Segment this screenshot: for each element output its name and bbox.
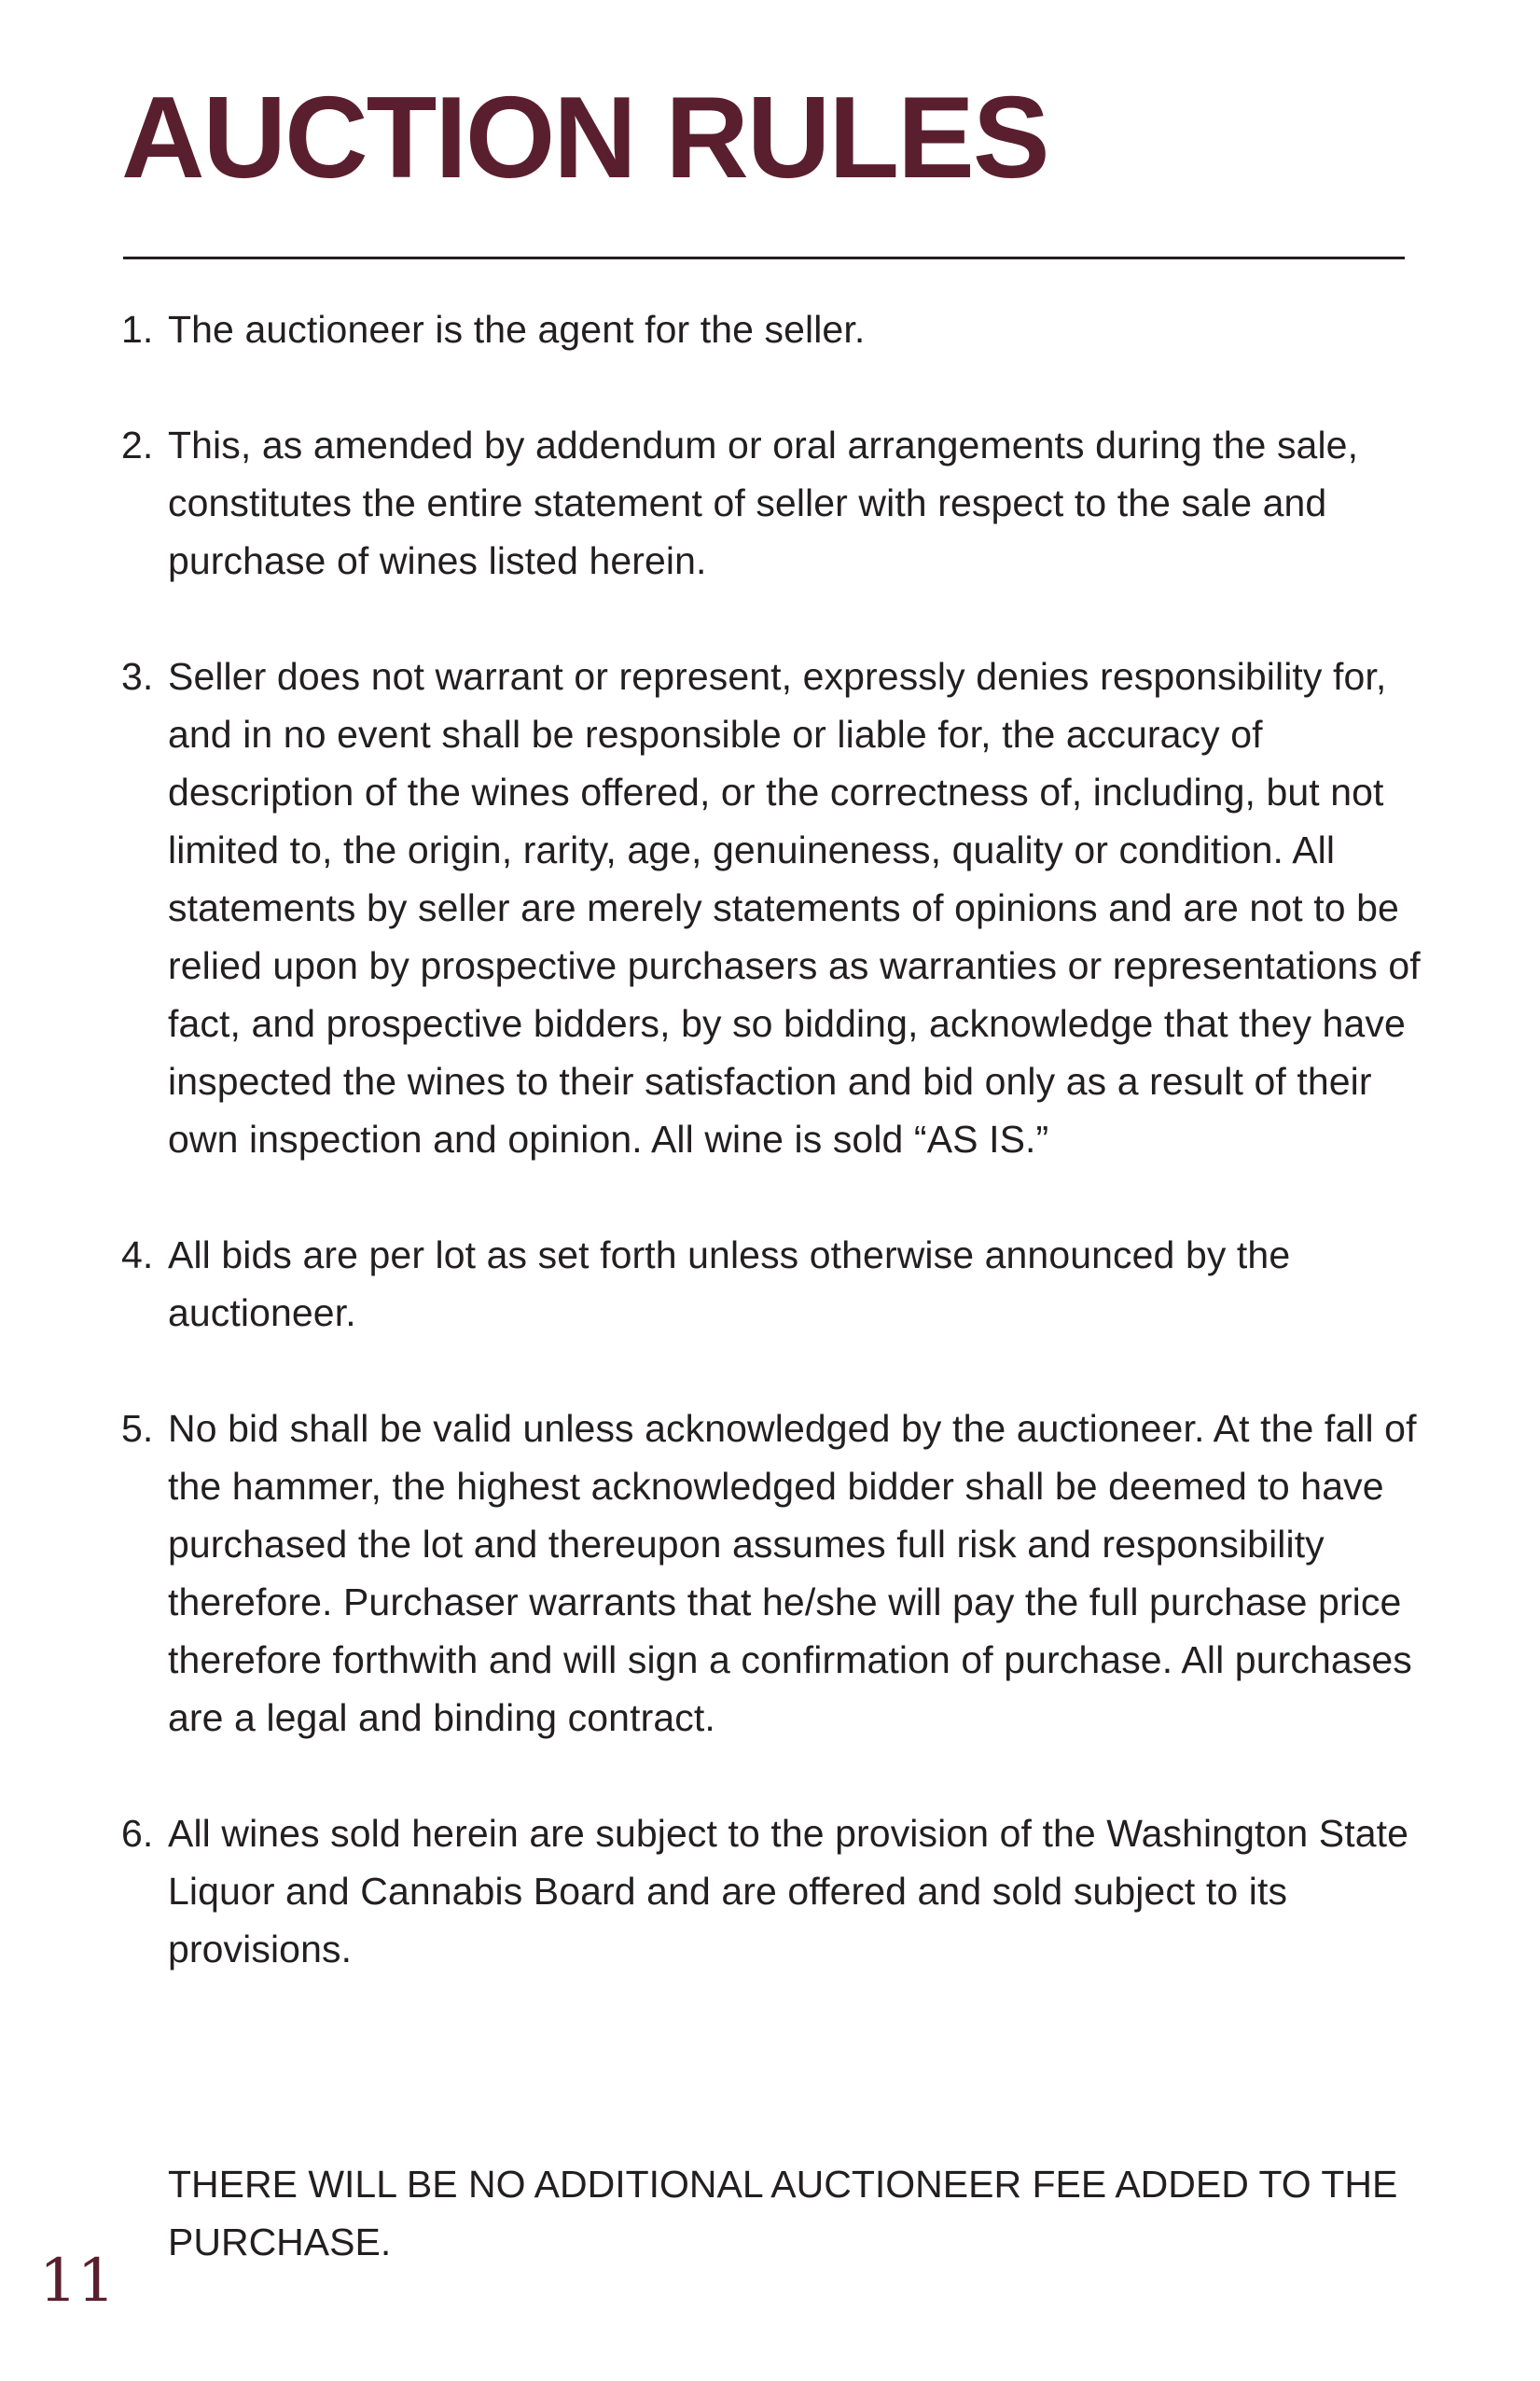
rule-text: The auctioneer is the agent for the seller. bbox=[168, 308, 866, 351]
rule-text: This, as amended by addendum or oral arrangements during the sale, constitutes the entire statement of seller with respect to the sale and purchase of wines listed herein. bbox=[168, 424, 1359, 582]
rule-text: All bids are per lot as set forth unless otherwise announced by the auctioneer. bbox=[168, 1233, 1291, 1334]
rule-item bbox=[121, 300, 1427, 358]
closing-note: THERE WILL BE NO ADDITIONAL AUCTIONEER FEE ADDED TO THE PURCHASE. bbox=[168, 2163, 1398, 2263]
rule-text: No bid shall be valid unless acknowledged by the auctioneer. At the fall of the hammer, the highest acknowledged bidder shall be deemed to have purchased the lot and thereupon assumes full risk and responsibility therefore. Purchaser warrants that he/she will pay the full purchase price therefore forthwith and will sign a confirmation of purchase. All purchases are a legal and binding contract. bbox=[168, 1407, 1417, 1739]
title-divider bbox=[123, 257, 1405, 259]
rule-number: 2. bbox=[121, 424, 154, 466]
rule-number: 6. bbox=[121, 1812, 154, 1855]
rule-number: 4. bbox=[121, 1233, 154, 1276]
rule-item bbox=[121, 1226, 1427, 1342]
rule-text: Seller does not warrant or represent, expressly denies responsibility for, and in no event shall be responsible or liable for, the accuracy of description of the wines offered, or the correctness of, including, but not limited to, the origin, rarity, age, genuineness, quality or condition. All statements by seller are merely statements of opinions and are not to be relied upon by prospective purchasers as warranties or representations of fact, and prospective bidders, by so bidding, acknowledge that they have inspected the wines to their satisfaction and bid only as a result of their own inspection and opinion. All wine is sold “AS IS.” bbox=[168, 655, 1421, 1161]
rule-item bbox=[121, 1804, 1427, 1978]
page-title: AUCTION RULES bbox=[121, 74, 1048, 202]
rule-number: 3. bbox=[121, 655, 154, 698]
rule-number: 5. bbox=[121, 1407, 154, 1450]
rule-item bbox=[121, 647, 1427, 1168]
rule-number: 1. bbox=[121, 308, 154, 351]
rule-text: All wines sold herein are subject to the provision of the Washington State Liquor and Cannabis Board and are offered and sold subject to its provisions. bbox=[168, 1812, 1409, 1970]
rule-item bbox=[121, 1399, 1427, 1747]
rule-item bbox=[121, 416, 1427, 590]
rules-list bbox=[121, 300, 1427, 2036]
page-number: 11 bbox=[39, 2247, 116, 2316]
